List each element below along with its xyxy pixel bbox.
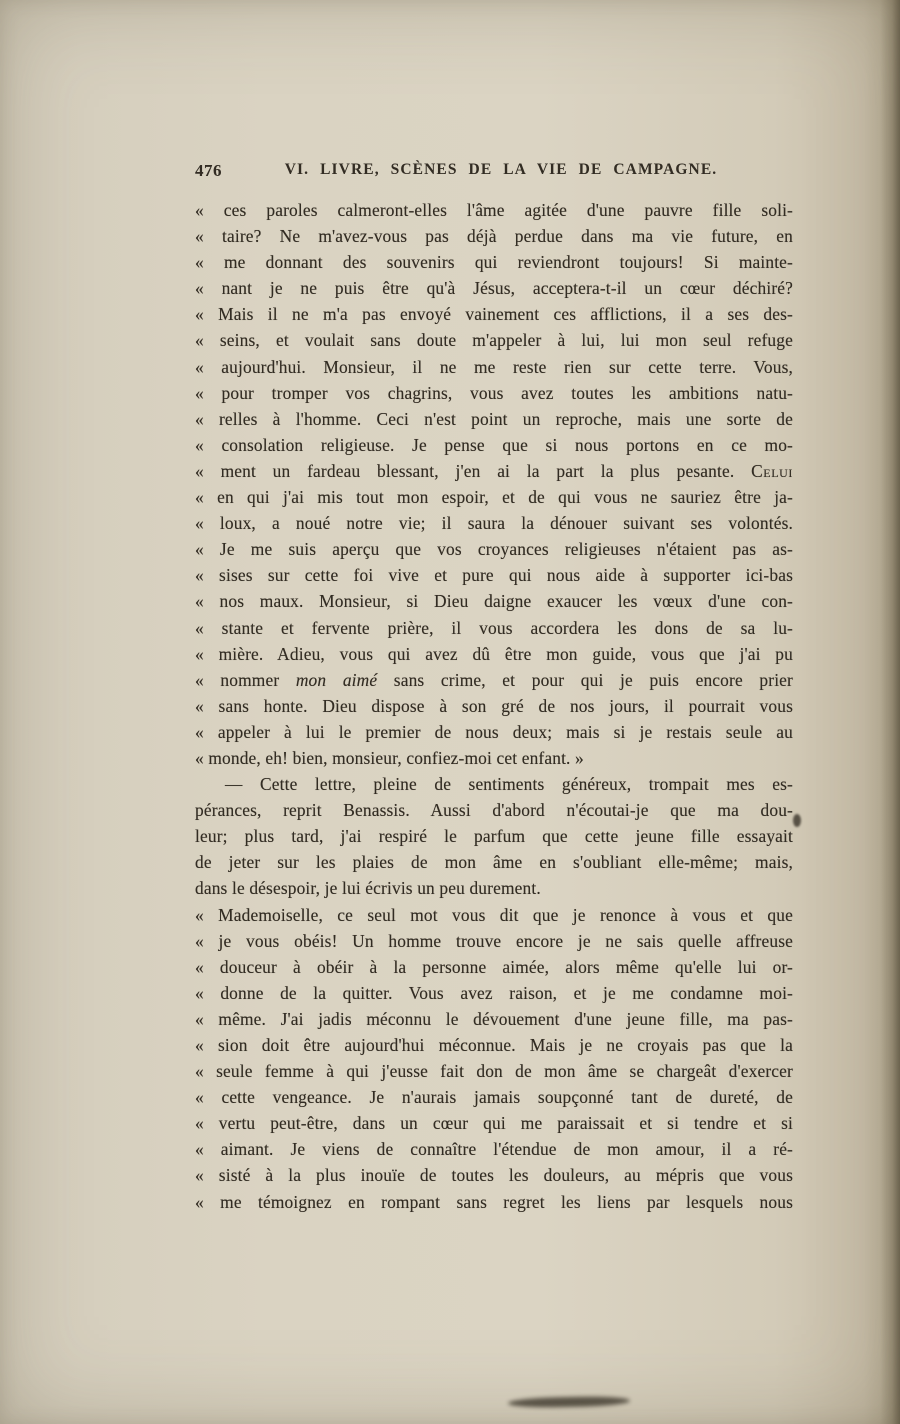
running-title: VI. LIVRE, SCÈNES DE LA VIE DE CAMPAGNE. [284,161,718,178]
text-line: « même. J'ai jadis méconnu le dévouement d'une jeune fille, ma pas- [195,1008,793,1029]
page-number: 476 [195,161,222,180]
text-line: « vertu peut-être, dans un cœur qui me paraissait et si tendre et si [195,1113,793,1134]
text-line: « loux, a noué notre vie; il saura la dénouer suivant ses volontés. [195,513,793,534]
text-line: « me donnant des souvenirs qui reviendront toujours! Si mainte- [195,252,793,273]
text-line: pérances, reprit Benassis. Aussi d'abord n'écoutai-je que ma dou- [195,800,793,821]
text-line: « appeler à lui le premier de nous deux; mais si je restais seule au [195,721,793,742]
text-line: « Mais il ne m'a pas envoyé vainement ces afflictions, il a ses des- [195,304,793,325]
text-line: « Je me suis aperçu que vos croyances religieuses n'étaient pas as- [195,539,793,560]
text-line: « donne de la quitter. Vous avez raison, et je me condamne moi- [195,982,793,1003]
text-line: « sion doit être aujourd'hui méconnue. Mais je ne croyais pas que la [195,1035,793,1055]
letter-block-first [195,197,793,771]
text-line: — Cette lettre, pleine de sentiments généreux, trompait mes es- [225,774,793,795]
text-line: « mière. Adieu, vous qui avez dû être mon guide, vous que j'ai pu [195,643,793,664]
text-line: « taire? Ne m'avez-vous pas déjà perdue dans ma vie future, en [195,226,793,247]
text-line: « douceur à obéir à la personne aimée, alors même qu'elle lui or- [195,956,793,977]
text-line: « aimant. Je viens de connaître l'étendue de mon amour, il a ré- [195,1139,793,1160]
text-line: « ment un fardeau blessant, j'en ai la part la plus pesante. Celui [195,460,793,481]
text-line: « nos maux. Monsieur, si Dieu daigne exaucer les vœux d'une con- [195,591,793,612]
text-line: « nant je ne puis être qu'à Jésus, acceptera-t-il un cœur déchiré? [195,278,793,299]
text-line: « consolation religieuse. Je pense que si nous portons en ce mo- [195,434,793,455]
text-line: « me témoignez en rompant sans regret les liens par lesquels nous [195,1191,793,1212]
text-line: « seule femme à qui j'eusse fait don de mon âme se chargeât d'exercer [195,1061,793,1082]
text-line: leur; plus tard, j'ai respiré le parfum que cette jeune fille essayait [195,826,793,847]
text-line: de jeter sur les plaies de mon âme en s'oubliant elle-même; mais, [195,852,793,873]
text-line: « ces paroles calmeront-elles l'âme agitée d'une pauvre fille soli- [195,200,793,220]
ink-smudge-bottom [508,1396,630,1409]
text-line: « cette vengeance. Je n'aurais jamais soupçonné tant de dureté, de [195,1087,793,1108]
text-line: « stante et fervente prière, il vous accordera les dons de sa lu- [195,617,793,638]
text-line: « en qui j'ai mis tout mon espoir, et de qui vous ne sauriez être ja- [195,487,793,508]
text-line: « seins, et voulait sans doute m'appeler à lui, lui mon seul refuge [195,330,793,351]
text-line: « relles à l'homme. Ceci n'est point un reproche, mais une sorte de [195,408,793,429]
text-line: « je vous obéis! Un homme trouve encore je ne sais quelle affreuse [195,930,793,951]
text-line: « sisté à la plus inouïe de toutes les douleurs, au mépris que vous [195,1165,793,1186]
text-line: « nommer mon aimé sans crime, et pour qui je puis encore prier [195,669,793,690]
ink-mark-right-margin [793,814,801,827]
text-line: « pour tromper vos chagrins, vous avez toutes les ambitions natu- [195,382,793,403]
text-body [195,197,793,1215]
text-line: « aujourd'hui. Monsieur, il ne me reste rien sur cette terre. Vous, [195,356,793,377]
text-line: dans le désespoir, je lui écrivis un peu durement. [195,878,541,899]
narration-block [195,771,793,901]
page-edge-shadow [880,0,900,1424]
text-line: « sises sur cette foi vive et pure qui nous aide à supporter ici-bas [195,565,793,586]
text-line: « sans honte. Dieu dispose à son gré de nos jours, il pourrait vous [195,695,793,716]
text-line: « Mademoiselle, ce seul mot vous dit que je renonce à vous et que [195,904,793,925]
text-line: « monde, eh! bien, monsieur, confiez-moi cet enfant. » [195,747,584,768]
letter-block-second [195,902,793,1215]
page-header [195,161,793,183]
